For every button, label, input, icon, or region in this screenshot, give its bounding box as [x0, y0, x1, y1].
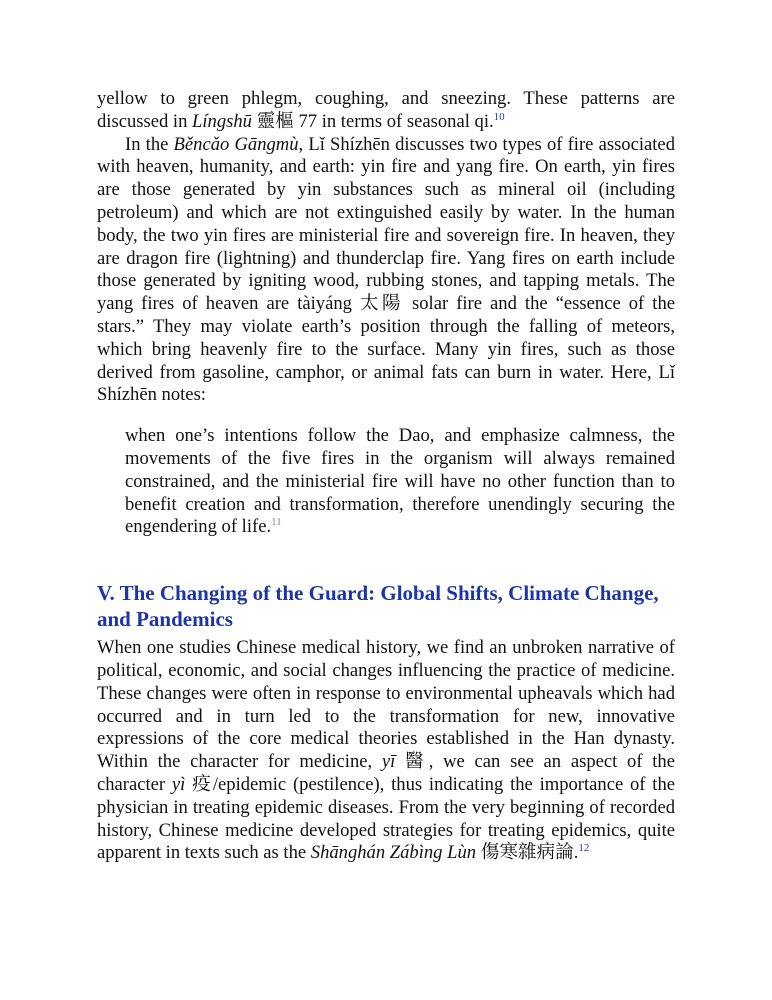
footnote-ref-11[interactable]: 11 — [271, 516, 282, 529]
document-page — [97, 88, 675, 865]
paragraph-3: When one studies Chinese medical history, we find an unbroken narrative of political, economic, and social changes influencing the practice of medicine. These changes were often in response to environmental upheavals which had occurred and in turn led to the transformation for new, innovative expressions of the core medical theories established in the Han dynasty. Within the character for medicine, yī 醫, we can see an aspect of the character yì 疫/epidemic (pestilence), thus indicating the importance of the physician in treating epidemic diseases. From the very beginning of recorded history, Chinese medicine developed strategies for treating epidemics, quite apparent in texts such as the Shānghán Zábìng Lùn 傷寒雜病論.$^{12}$ — [97, 637, 675, 864]
block-quote: when one’s intentions follow the Dao, and emphasize calmness, the movements of the five fires in the organism will always remained constrained, and the ministerial fire will have no other function than to benefit creation and transformation, therefore unendingly securing the engendering of life.$^{11}$ — [125, 425, 675, 538]
term-yi-epidemic: yì — [171, 773, 186, 795]
paragraph-2: In the Běncǎo Gāngmù, Lǐ Shízhēn discusses two types of fire associated with heaven, humanity, and earth: yin fire and yang fire. On earth, yin fires are those generated by yin substances such as mineral oil (including petroleum) and which are not extinguished easily by water. In the human body, the two yin fires are ministerial fire and sovereign fire. In heaven, they are dragon fire (lightning) and thunderclap fire. Yang fires on earth include those generated by igniting wood, rubbing stones, and tapping metals. The yang fires of heaven are tàiyáng 太陽 solar fire and the “essence of the stars.” They may violate earth’s position through the falling of meteors, which bring heavenly fire to the surface. Many yin fires, such as those derived from gasoline, camphor, or animal fats can burn in water. Here, Lǐ Shízhēn notes: — [97, 133, 675, 406]
section-heading: V. The Changing of the Guard: Global Shifts, Climate Change, and Pandemics — [97, 581, 659, 632]
term-bencao-gangmu: Běncǎo Gāngmù — [173, 133, 299, 155]
footnote-ref-10[interactable]: 10 — [493, 110, 505, 123]
term-lingshu: Língshū — [192, 110, 252, 132]
term-yi-medicine: yī — [381, 751, 396, 773]
term-shanghan-zabing-lun: Shānghán Zábìng Lùn — [310, 842, 477, 864]
footnote-ref-12[interactable]: 12 — [578, 842, 590, 855]
paragraph-1: yellow to green phlegm, coughing, and sneezing. These patterns are discussed in Língshū 靈樞 77 in terms of seasonal qi.$^{10}$ — [97, 88, 675, 132]
